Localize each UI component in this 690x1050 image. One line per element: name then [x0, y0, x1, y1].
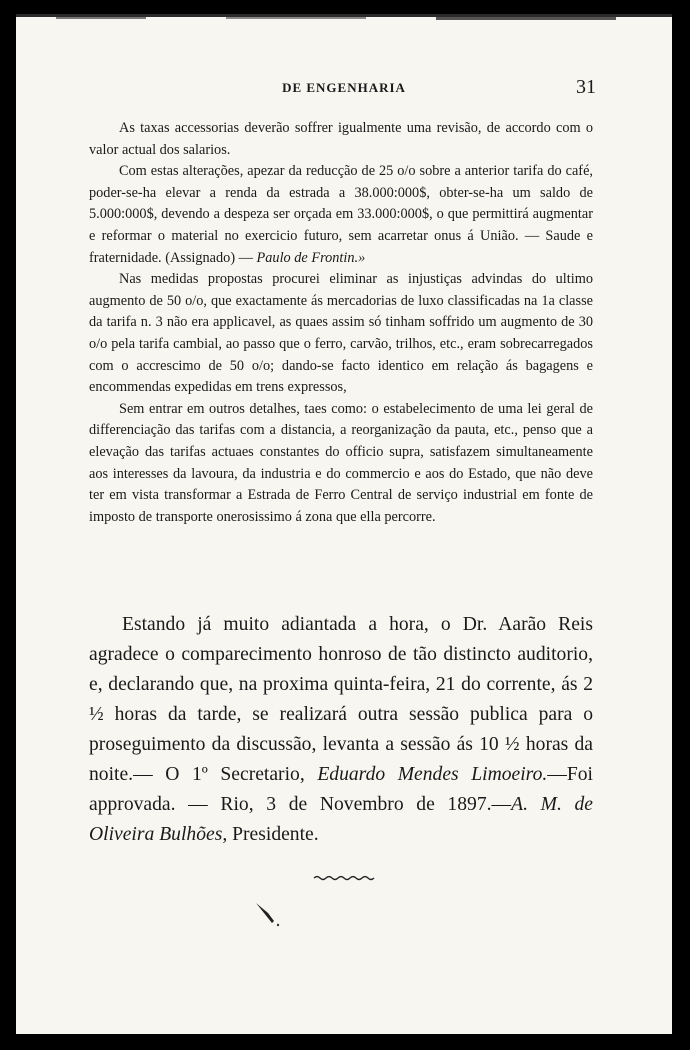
closing-text-1: Estando já muito adiantada a hora, o Dr. Aarão Reis agradece o comparecimento honroso de tão distincto auditorio, e, declarando que, na proxima quinta-feira, 21 do corrente, ás 2 ½ horas da tarde, se realizará outra sessão publica para o proseguimento da discussão, levanta a sessão ás 10 ½ horas da noite.— O 1º Secretario, [89, 614, 593, 785]
body-small-text [89, 118, 593, 528]
page-header [16, 76, 672, 106]
paragraph-4: Sem entrar em outros detalhes, taes como: o estabelecimento de uma lei geral de differenciação das tarifas com a distancia, a reorganização da pauta, etc., penso que a elevação das tarifas actuaes constantes do officio supra, satisfazem simultaneamente aos interesses da lavoura, da industria e do commercio e aos do Estado, que não deve ter em vista transformar a Estrada de Ferro Central de serviço industrial em fonte de imposto de transporte onerosissimo á zona que ella percorre. [89, 400, 593, 525]
paragraph-3: Nas medidas propostas procurei eliminar as injustiças advindas do ultimo augmento de 50 o/o, que exactamente ás mercadorias de luxo classificadas na 1a classe da tarifa n. 3 não era applicavel, as quaes assim só tinham soffrido um augmento de 30 o/o pela tarifa cambial, ao passo que o ferro, carvão, trilhos, etc., eram sobrecarregados com o accrescimo de 50 o/o; dando-se facto identico em relação ás bagagens e encommendas expedidas em trens expressos, [89, 271, 593, 396]
body-large-text [89, 610, 593, 850]
page-number: 31 [576, 76, 596, 98]
paragraph-1: As taxas accessorias deverão soffrer igualmente uma revisão, de accordo com o valor actual dos salarios. [89, 120, 593, 158]
president-name: A. M. de Oliveira Bulhões, [89, 794, 593, 845]
closing-text-3: Presidente. [232, 824, 319, 845]
secretary-name: Eduardo Mendes Limoeiro. [317, 764, 548, 785]
paragraph-2 [89, 161, 593, 269]
signature-frontin: Paulo de Frontin.» [256, 249, 366, 266]
closing-paragraph [89, 610, 593, 850]
closing-text-2: —Foi approvada. — Rio, 3 de Novembro de 1897.— [89, 764, 593, 815]
scan-edge-noise [16, 14, 672, 22]
running-title: DE ENGENHARIA [282, 80, 406, 95]
ornament-divider [313, 874, 375, 882]
paragraph-2-text: Com estas alterações, apezar da reducção de 25 o/o sobre a anterior tarifa do café, poder-se-ha elevar a renda da estrada a 38.000:000$, obter-se-ha um saldo de 5.000:000$, devendo a despeza ser orçada em 33.000:000$, o que permittirá augmentar e reformar o material no exercicio futuro, sem acarretar onus á União. — Saude e fraternidade. (Assignado) — [89, 163, 593, 266]
ink-mark [254, 899, 284, 929]
page [16, 14, 672, 1034]
